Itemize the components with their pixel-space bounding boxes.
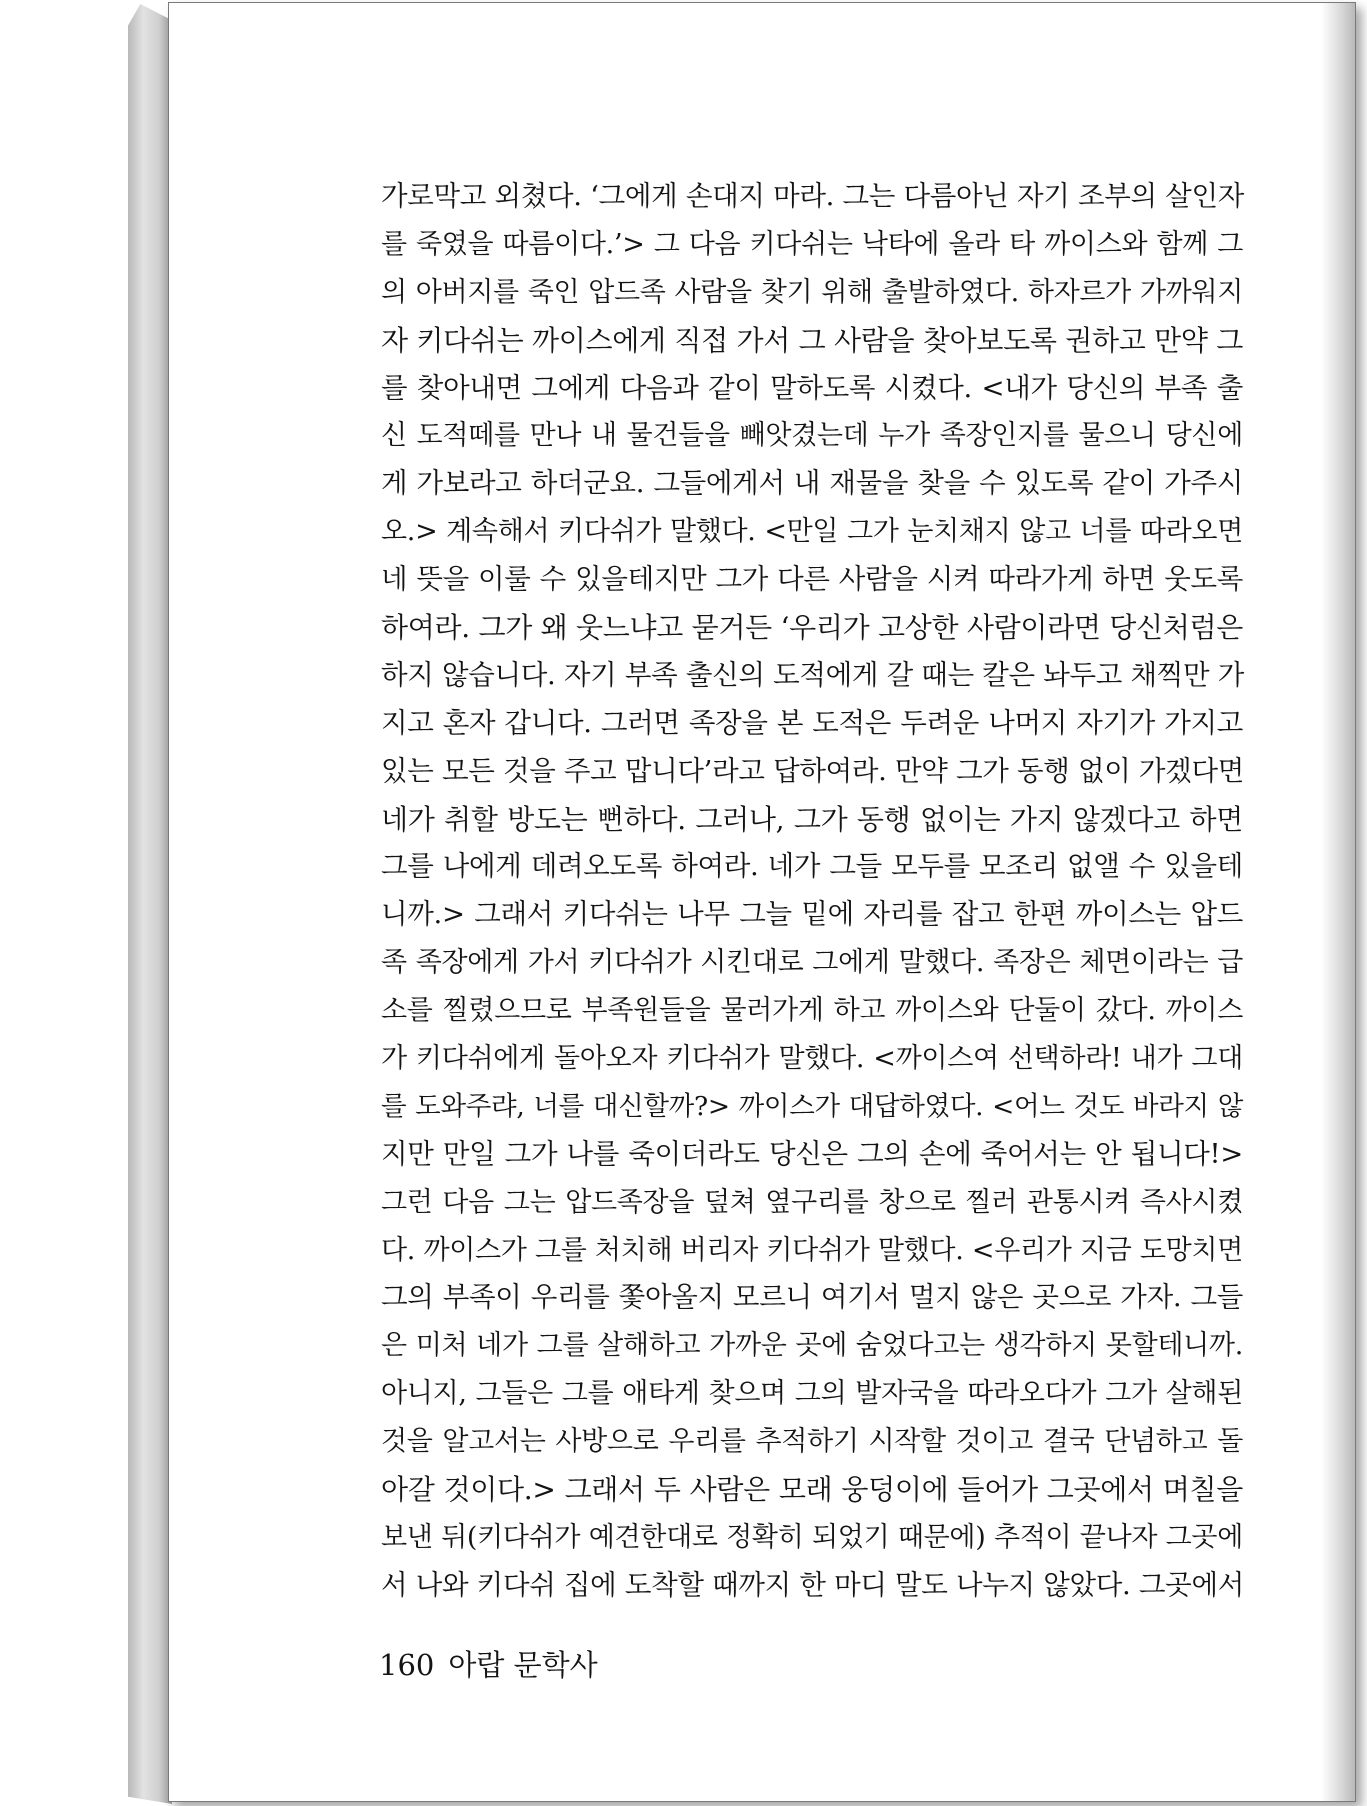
text-line: 를 도와주랴, 너를 대신할까?> 까이스가 대답하였다. <어느 것도 바라지 않 [381, 1090, 1243, 1122]
text-line: 자 키다쉬는 까이스에게 직접 가서 그 사람을 찾아보도록 권하고 만약 그 [381, 323, 1243, 357]
text-line: 소를 찔렸으므로 부족원들을 물러가게 하고 까이스와 단둘이 갔다. 까이스 [381, 995, 1243, 1027]
running-title: 아랍 문학사 [448, 1648, 598, 1682]
text-line: 가로막고 외쳤다. ‘그에게 손대지 마라. 그는 다름아닌 자기 조부의 살인자 [381, 180, 1244, 212]
text-line: 보낸 뒤(키다쉬가 예견한대로 정확히 되었기 때문에) 추적이 끝나자 그곳에 [381, 1521, 1243, 1553]
text-line: 하여라. 그가 왜 웃느냐고 묻거든 ‘우리가 고상한 사람이라면 당신처럼은 [381, 611, 1243, 645]
text-line: 의 아버지를 죽인 압드족 사람을 찾기 위해 출발하였다. 하자르가 가까워지 [381, 276, 1243, 308]
text-line: 를 죽였을 따름이다.’> 그 다음 키다쉬는 낙타에 올라 타 까이스와 함께 그 [381, 228, 1243, 260]
text-line: 지고 혼자 갑니다. 그러면 족장을 본 도적은 두려운 나머지 자기가 가지고 [381, 706, 1243, 739]
text-line: 아니지, 그들은 그를 애타게 찾으며 그의 발자국을 따라오다가 그가 살해된 [381, 1378, 1243, 1410]
text-line: 은 미처 네가 그를 살해하고 가까운 곳에 숨었다고는 생각하지 못할테니까. [381, 1330, 1243, 1362]
text-line: 서 나와 키다쉬 집에 도착할 때까지 한 마디 말도 나누지 않았다. 그곳에서 [381, 1568, 1244, 1601]
page-edge-shading [1321, 3, 1355, 1801]
text-line: 아갈 것이다.> 그래서 두 사람은 모래 웅덩이에 들어가 그곳에서 며칠을 [381, 1473, 1243, 1507]
page-number: 160 [379, 1648, 435, 1682]
text-line: 하지 않습니다. 자기 부족 출신의 도적에게 갈 때는 칼은 놔두고 채찍만 가 [381, 658, 1244, 691]
text-line: 오.> 계속해서 키다쉬가 말했다. <만일 그가 눈치채지 않고 너를 따라오면 [381, 516, 1243, 548]
text-line: 그의 부족이 우리를 쫓아올지 모르니 여기서 멀지 않은 곳으로 가자. 그들 [381, 1281, 1243, 1314]
text-line: 족 족장에게 가서 키다쉬가 시킨대로 그에게 말했다. 족장은 체면이라는 급 [381, 947, 1243, 979]
text-line: 그런 다음 그는 압드족장을 덮쳐 옆구리를 창으로 찔러 관통시켜 즉사시켰 [381, 1186, 1243, 1218]
text-line: 지만 만일 그가 나를 죽이더라도 당신은 그의 손에 죽어서는 안 됩니다!> [381, 1137, 1243, 1170]
text-line: 것을 알고서는 사방으로 우리를 추적하기 시작할 것이고 결국 단념하고 돌 [381, 1426, 1243, 1458]
text-line: 를 찾아내면 그에게 다음과 같이 말하도록 시켰다. <내가 당신의 부족 출 [381, 371, 1243, 404]
text-line: 신 도적떼를 만나 내 물건들을 빼앗겼는데 누가 족장인지를 물으니 당신에 [381, 420, 1243, 452]
text-line: 있는 모든 것을 주고 맙니다’라고 답하여라. 만약 그가 동행 없이 가겠다면 [381, 754, 1244, 787]
book-spine [128, 4, 172, 1804]
text-line: 네가 취할 방도는 뻔하다. 그러나, 그가 동행 없이는 가지 않겠다고 하면 [381, 802, 1243, 836]
text-line: 그를 나에게 데려오도록 하여라. 네가 그들 모두를 모조리 없앨 수 있을테 [381, 850, 1243, 883]
text-line: 니까.> 그래서 키다쉬는 나무 그늘 밑에 자리를 잡고 한편 까이스는 압드 [381, 898, 1243, 931]
text-line: 네 뜻을 이룰 수 있을테지만 그가 다른 사람을 시켜 따라가게 하면 웃도록 [381, 563, 1243, 596]
body-text [381, 173, 1243, 1610]
text-line: 다. 까이스가 그를 처치해 버리자 키다쉬가 말했다. <우리가 지금 도망치면 [381, 1234, 1243, 1266]
page-footer [379, 1643, 598, 1684]
text-line: 게 가보라고 하더군요. 그들에게서 내 재물을 찾을 수 있도록 같이 가주시 [381, 467, 1243, 500]
book-page [168, 2, 1356, 1802]
text-line: 가 키다쉬에게 돌아오자 키다쉬가 말했다. <까이스여 선택하라! 내가 그대 [381, 1043, 1243, 1075]
